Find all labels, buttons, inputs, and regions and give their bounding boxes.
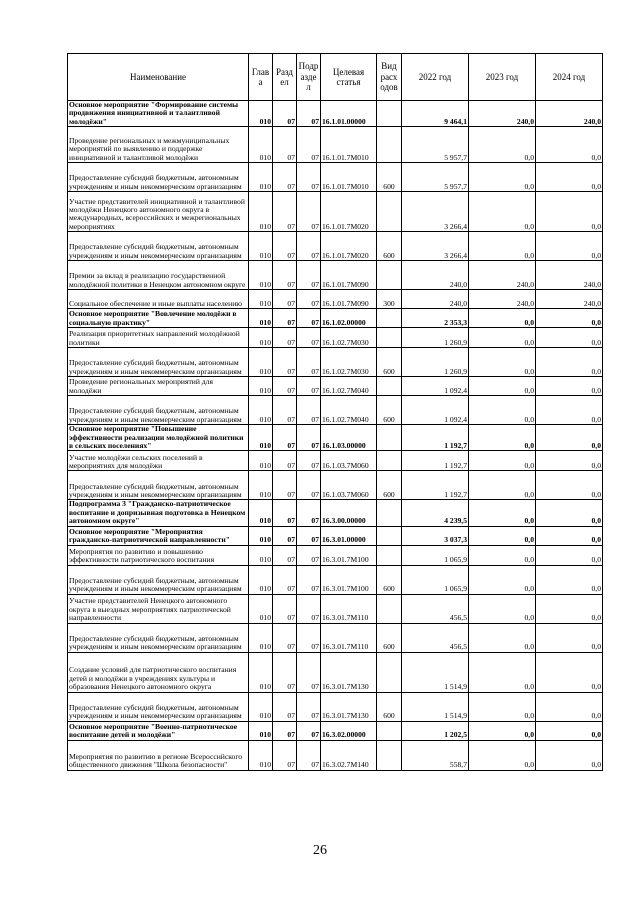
cell-razdel: 07 bbox=[273, 348, 297, 377]
table-body bbox=[68, 101, 603, 771]
cell-2024: 0,0 bbox=[536, 500, 603, 526]
cell-expense-type bbox=[377, 500, 402, 526]
cell-glava: 010 bbox=[249, 565, 273, 594]
cell-glava: 010 bbox=[249, 309, 273, 328]
cell-razdel: 07 bbox=[273, 721, 297, 740]
cell-razdel: 07 bbox=[273, 652, 297, 692]
cell-expense-type bbox=[377, 127, 402, 163]
cell-2022: 1 065,9 bbox=[402, 565, 469, 594]
header-name: Наименование bbox=[68, 54, 249, 101]
cell-expense-type bbox=[377, 740, 402, 770]
budget-table bbox=[67, 53, 603, 771]
header-razdel: Разд ел bbox=[273, 54, 297, 101]
cell-name: Реализация приоритетных направлений молодёжной политики bbox=[68, 328, 249, 348]
table-row bbox=[68, 101, 603, 127]
cell-expense-type: 600 bbox=[377, 471, 402, 500]
cell-2024: 240,0 bbox=[536, 290, 603, 309]
cell-2024: 0,0 bbox=[536, 451, 603, 471]
cell-2023: 0,0 bbox=[469, 594, 536, 623]
cell-glava: 010 bbox=[249, 652, 273, 692]
cell-target-article: 16.3.02.00000 bbox=[321, 721, 377, 740]
cell-razdel: 07 bbox=[273, 163, 297, 192]
cell-razdel: 07 bbox=[273, 425, 297, 451]
table-row bbox=[68, 232, 603, 261]
cell-glava: 010 bbox=[249, 425, 273, 451]
cell-2022: 1 065,9 bbox=[402, 545, 469, 565]
cell-2023: 0,0 bbox=[469, 500, 536, 526]
cell-2024: 0,0 bbox=[536, 396, 603, 425]
cell-2022: 1 092,4 bbox=[402, 377, 469, 396]
table-row bbox=[68, 348, 603, 377]
header-expense-type: Вид расх одов bbox=[377, 54, 402, 101]
cell-glava: 010 bbox=[249, 348, 273, 377]
cell-podrazdel: 07 bbox=[297, 127, 321, 163]
cell-2022: 1 260,9 bbox=[402, 348, 469, 377]
cell-2022: 3 037,3 bbox=[402, 526, 469, 545]
cell-target-article: 16.1.02.7М040 bbox=[321, 396, 377, 425]
cell-razdel: 07 bbox=[273, 623, 297, 652]
cell-target-article: 16.3.01.7М110 bbox=[321, 623, 377, 652]
cell-2024: 0,0 bbox=[536, 545, 603, 565]
cell-2023: 0,0 bbox=[469, 545, 536, 565]
cell-2022: 1 092,4 bbox=[402, 396, 469, 425]
cell-target-article: 16.1.01.7М090 bbox=[321, 261, 377, 290]
cell-podrazdel: 07 bbox=[297, 232, 321, 261]
cell-expense-type bbox=[377, 309, 402, 328]
cell-target-article: 16.1.02.7М030 bbox=[321, 348, 377, 377]
cell-2023: 240,0 bbox=[469, 290, 536, 309]
cell-2022: 456,5 bbox=[402, 594, 469, 623]
cell-podrazdel: 07 bbox=[297, 309, 321, 328]
cell-podrazdel: 07 bbox=[297, 425, 321, 451]
table-row bbox=[68, 127, 603, 163]
cell-2023: 0,0 bbox=[469, 425, 536, 451]
cell-name: Премии за вклад в реализацию государственной молодёжной политики в Ненецком автономном округе bbox=[68, 261, 249, 290]
cell-name: Создание условий для патриотического воспитания детей и молодёжи в учреждениях культуры и образования Ненецкого автономного округа bbox=[68, 652, 249, 692]
cell-name: Предоставление субсидий бюджетным, автономным учреждениям и иным некоммерческим организациям bbox=[68, 565, 249, 594]
table-row bbox=[68, 565, 603, 594]
cell-target-article: 16.3.01.7М130 bbox=[321, 652, 377, 692]
cell-podrazdel: 07 bbox=[297, 261, 321, 290]
cell-expense-type bbox=[377, 451, 402, 471]
header-glava: Глав а bbox=[249, 54, 273, 101]
cell-target-article: 16.1.01.7М090 bbox=[321, 290, 377, 309]
header-podrazdel: Подр азде л bbox=[297, 54, 321, 101]
cell-glava: 010 bbox=[249, 396, 273, 425]
cell-podrazdel: 07 bbox=[297, 192, 321, 232]
cell-2023: 240,0 bbox=[469, 101, 536, 127]
cell-expense-type bbox=[377, 526, 402, 545]
cell-2022: 2 353,3 bbox=[402, 309, 469, 328]
header-2022: 2022 год bbox=[402, 54, 469, 101]
cell-expense-type bbox=[377, 328, 402, 348]
cell-2024: 0,0 bbox=[536, 425, 603, 451]
table-row bbox=[68, 740, 603, 770]
cell-name: Предоставление субсидий бюджетным, автономным учреждениям и иным некоммерческим организациям bbox=[68, 163, 249, 192]
table-row bbox=[68, 500, 603, 526]
cell-expense-type bbox=[377, 545, 402, 565]
cell-2024: 0,0 bbox=[536, 163, 603, 192]
cell-glava: 010 bbox=[249, 232, 273, 261]
cell-glava: 010 bbox=[249, 594, 273, 623]
cell-expense-type: 600 bbox=[377, 396, 402, 425]
cell-target-article: 16.3.01.7М110 bbox=[321, 594, 377, 623]
table-row bbox=[68, 451, 603, 471]
cell-podrazdel: 07 bbox=[297, 526, 321, 545]
cell-expense-type bbox=[377, 652, 402, 692]
cell-name: Участие представителей инициативной и талантливой молодёжи Ненецкого автономного округа в международных, всероссийских и межрегиональных мероприятиях bbox=[68, 192, 249, 232]
cell-2022: 558,7 bbox=[402, 740, 469, 770]
cell-target-article: 16.1.01.00000 bbox=[321, 101, 377, 127]
table-row bbox=[68, 594, 603, 623]
cell-2023: 0,0 bbox=[469, 623, 536, 652]
cell-target-article: 16.1.03.00000 bbox=[321, 425, 377, 451]
cell-2022: 1 514,9 bbox=[402, 692, 469, 721]
cell-2023: 0,0 bbox=[469, 721, 536, 740]
table-row bbox=[68, 261, 603, 290]
cell-razdel: 07 bbox=[273, 232, 297, 261]
cell-2022: 5 957,7 bbox=[402, 127, 469, 163]
cell-2024: 0,0 bbox=[536, 232, 603, 261]
cell-2022: 3 266,4 bbox=[402, 192, 469, 232]
cell-razdel: 07 bbox=[273, 309, 297, 328]
cell-glava: 010 bbox=[249, 377, 273, 396]
cell-podrazdel: 07 bbox=[297, 652, 321, 692]
cell-2024: 0,0 bbox=[536, 565, 603, 594]
cell-name: Предоставление субсидий бюджетным, автономным учреждениям и иным некоммерческим организациям bbox=[68, 348, 249, 377]
cell-glava: 010 bbox=[249, 623, 273, 652]
cell-expense-type bbox=[377, 594, 402, 623]
table-row bbox=[68, 526, 603, 545]
cell-name: Основное мероприятие "Военно-патриотическое воспитание детей и молодёжи" bbox=[68, 721, 249, 740]
page-number: 26 bbox=[313, 843, 327, 858]
table-row bbox=[68, 192, 603, 232]
cell-name: Предоставление субсидий бюджетным, автономным учреждениям и иным некоммерческим организациям bbox=[68, 471, 249, 500]
cell-name: Основное мероприятие "Повышение эффективности реализации молодёжной политики в сельских поселениях" bbox=[68, 425, 249, 451]
cell-2023: 0,0 bbox=[469, 232, 536, 261]
cell-razdel: 07 bbox=[273, 192, 297, 232]
header-target-article: Целевая статья bbox=[321, 54, 377, 101]
cell-podrazdel: 07 bbox=[297, 471, 321, 500]
cell-razdel: 07 bbox=[273, 594, 297, 623]
table-row bbox=[68, 545, 603, 565]
cell-2024: 0,0 bbox=[536, 594, 603, 623]
cell-target-article: 16.3.01.7М130 bbox=[321, 692, 377, 721]
table-row bbox=[68, 396, 603, 425]
cell-podrazdel: 07 bbox=[297, 451, 321, 471]
cell-podrazdel: 07 bbox=[297, 377, 321, 396]
cell-podrazdel: 07 bbox=[297, 290, 321, 309]
cell-glava: 010 bbox=[249, 526, 273, 545]
cell-name: Участие молодёжи сельских поселений в мероприятиях для молодёжи bbox=[68, 451, 249, 471]
cell-expense-type: 600 bbox=[377, 232, 402, 261]
cell-razdel: 07 bbox=[273, 545, 297, 565]
cell-glava: 010 bbox=[249, 163, 273, 192]
cell-2023: 0,0 bbox=[469, 451, 536, 471]
cell-2022: 240,0 bbox=[402, 290, 469, 309]
cell-2023: 0,0 bbox=[469, 163, 536, 192]
cell-2023: 0,0 bbox=[469, 692, 536, 721]
cell-expense-type: 600 bbox=[377, 348, 402, 377]
cell-expense-type: 300 bbox=[377, 290, 402, 309]
cell-razdel: 07 bbox=[273, 101, 297, 127]
cell-name: Мероприятия по развитию и повышению эффективности патриотического воспитания bbox=[68, 545, 249, 565]
cell-name: Мероприятия по развитию в регионе Всероссийского общественного движения "Школа безопасности" bbox=[68, 740, 249, 770]
cell-target-article: 16.1.02.00000 bbox=[321, 309, 377, 328]
cell-2024: 0,0 bbox=[536, 377, 603, 396]
cell-podrazdel: 07 bbox=[297, 721, 321, 740]
cell-2024: 0,0 bbox=[536, 471, 603, 500]
cell-podrazdel: 07 bbox=[297, 545, 321, 565]
cell-expense-type bbox=[377, 261, 402, 290]
cell-2024: 0,0 bbox=[536, 328, 603, 348]
cell-glava: 010 bbox=[249, 740, 273, 770]
cell-2022: 1 192,7 bbox=[402, 425, 469, 451]
cell-2023: 0,0 bbox=[469, 377, 536, 396]
cell-name: Основное мероприятие "Мероприятия гражданско-патриотической направленности" bbox=[68, 526, 249, 545]
cell-razdel: 07 bbox=[273, 396, 297, 425]
header-2024: 2024 год bbox=[536, 54, 603, 101]
cell-name: Проведение региональных мероприятий для молодёжи bbox=[68, 377, 249, 396]
cell-target-article: 16.3.01.7М100 bbox=[321, 545, 377, 565]
cell-razdel: 07 bbox=[273, 500, 297, 526]
cell-2024: 0,0 bbox=[536, 740, 603, 770]
table-row bbox=[68, 623, 603, 652]
cell-expense-type bbox=[377, 377, 402, 396]
table-row bbox=[68, 425, 603, 451]
cell-name: Подпрограмма 3 "Гражданско-патриотическое воспитание и допризывная подготовка в Ненецком автономном округе" bbox=[68, 500, 249, 526]
cell-2024: 0,0 bbox=[536, 692, 603, 721]
cell-2024: 0,0 bbox=[536, 309, 603, 328]
cell-glava: 010 bbox=[249, 692, 273, 721]
cell-2022: 1 202,5 bbox=[402, 721, 469, 740]
cell-2023: 0,0 bbox=[469, 396, 536, 425]
cell-2024: 240,0 bbox=[536, 101, 603, 127]
cell-glava: 010 bbox=[249, 290, 273, 309]
header-2023: 2023 год bbox=[469, 54, 536, 101]
cell-2024: 0,0 bbox=[536, 192, 603, 232]
cell-podrazdel: 07 bbox=[297, 692, 321, 721]
cell-2022: 1 192,7 bbox=[402, 451, 469, 471]
cell-2022: 3 266,4 bbox=[402, 232, 469, 261]
cell-name: Проведение региональных и межмуниципальных мероприятий по выявлению и поддержке инициативной и талантливой молодёжи bbox=[68, 127, 249, 163]
cell-expense-type bbox=[377, 425, 402, 451]
cell-2022: 5 957,7 bbox=[402, 163, 469, 192]
cell-podrazdel: 07 bbox=[297, 594, 321, 623]
cell-name: Участие представителей Ненецкого автономного округа в выездных мероприятиях патриотической направленности bbox=[68, 594, 249, 623]
cell-2023: 0,0 bbox=[469, 127, 536, 163]
cell-glava: 010 bbox=[249, 500, 273, 526]
cell-target-article: 16.1.01.7М010 bbox=[321, 127, 377, 163]
cell-podrazdel: 07 bbox=[297, 101, 321, 127]
cell-expense-type: 600 bbox=[377, 565, 402, 594]
cell-podrazdel: 07 bbox=[297, 396, 321, 425]
table-row bbox=[68, 290, 603, 309]
cell-razdel: 07 bbox=[273, 740, 297, 770]
cell-target-article: 16.1.02.7М030 bbox=[321, 328, 377, 348]
cell-2024: 240,0 bbox=[536, 261, 603, 290]
cell-target-article: 16.1.01.7М020 bbox=[321, 192, 377, 232]
cell-target-article: 16.3.02.7М140 bbox=[321, 740, 377, 770]
cell-podrazdel: 07 bbox=[297, 565, 321, 594]
cell-glava: 010 bbox=[249, 328, 273, 348]
table-row bbox=[68, 652, 603, 692]
cell-2023: 0,0 bbox=[469, 565, 536, 594]
cell-2023: 240,0 bbox=[469, 261, 536, 290]
cell-2022: 9 464,1 bbox=[402, 101, 469, 127]
cell-razdel: 07 bbox=[273, 471, 297, 500]
cell-2022: 1 192,7 bbox=[402, 471, 469, 500]
cell-expense-type bbox=[377, 721, 402, 740]
cell-podrazdel: 07 bbox=[297, 348, 321, 377]
cell-2024: 0,0 bbox=[536, 721, 603, 740]
cell-expense-type bbox=[377, 101, 402, 127]
cell-glava: 010 bbox=[249, 127, 273, 163]
cell-expense-type: 600 bbox=[377, 692, 402, 721]
header-row bbox=[68, 54, 603, 101]
cell-2023: 0,0 bbox=[469, 652, 536, 692]
cell-target-article: 16.1.01.7М020 bbox=[321, 232, 377, 261]
cell-razdel: 07 bbox=[273, 692, 297, 721]
cell-razdel: 07 bbox=[273, 328, 297, 348]
cell-glava: 010 bbox=[249, 192, 273, 232]
cell-podrazdel: 07 bbox=[297, 740, 321, 770]
cell-name: Социальное обеспечение и иные выплаты населению bbox=[68, 290, 249, 309]
cell-2023: 0,0 bbox=[469, 471, 536, 500]
cell-target-article: 16.3.01.00000 bbox=[321, 526, 377, 545]
cell-2024: 0,0 bbox=[536, 127, 603, 163]
cell-name: Основное мероприятие "Формирование системы продвижения инициативной и талантливой молодёжи" bbox=[68, 101, 249, 127]
cell-2024: 0,0 bbox=[536, 348, 603, 377]
cell-2023: 0,0 bbox=[469, 192, 536, 232]
table-row bbox=[68, 721, 603, 740]
cell-name: Основное мероприятие "Вовлечение молодёжи в социальную практику" bbox=[68, 309, 249, 328]
cell-2022: 1 514,9 bbox=[402, 652, 469, 692]
cell-2024: 0,0 bbox=[536, 652, 603, 692]
cell-expense-type: 600 bbox=[377, 163, 402, 192]
cell-2024: 0,0 bbox=[536, 526, 603, 545]
cell-2023: 0,0 bbox=[469, 526, 536, 545]
cell-expense-type: 600 bbox=[377, 623, 402, 652]
cell-2023: 0,0 bbox=[469, 348, 536, 377]
cell-podrazdel: 07 bbox=[297, 500, 321, 526]
cell-target-article: 16.3.00.00000 bbox=[321, 500, 377, 526]
cell-2022: 240,0 bbox=[402, 261, 469, 290]
cell-razdel: 07 bbox=[273, 127, 297, 163]
cell-razdel: 07 bbox=[273, 290, 297, 309]
table-row bbox=[68, 309, 603, 328]
cell-target-article: 16.1.03.7М060 bbox=[321, 451, 377, 471]
cell-glava: 010 bbox=[249, 471, 273, 500]
table-row bbox=[68, 163, 603, 192]
cell-razdel: 07 bbox=[273, 565, 297, 594]
cell-podrazdel: 07 bbox=[297, 623, 321, 652]
cell-expense-type bbox=[377, 192, 402, 232]
cell-name: Предоставление субсидий бюджетным, автономным учреждениям и иным некоммерческим организациям bbox=[68, 232, 249, 261]
cell-2023: 0,0 bbox=[469, 328, 536, 348]
cell-target-article: 16.1.03.7М060 bbox=[321, 471, 377, 500]
cell-target-article: 16.1.02.7М040 bbox=[321, 377, 377, 396]
cell-2022: 1 260,9 bbox=[402, 328, 469, 348]
cell-glava: 010 bbox=[249, 451, 273, 471]
cell-razdel: 07 bbox=[273, 261, 297, 290]
cell-glava: 010 bbox=[249, 101, 273, 127]
table-row bbox=[68, 471, 603, 500]
cell-glava: 010 bbox=[249, 721, 273, 740]
cell-2024: 0,0 bbox=[536, 623, 603, 652]
cell-podrazdel: 07 bbox=[297, 328, 321, 348]
cell-razdel: 07 bbox=[273, 451, 297, 471]
cell-name: Предоставление субсидий бюджетным, автономным учреждениям и иным некоммерческим организациям bbox=[68, 692, 249, 721]
cell-target-article: 16.3.01.7М100 bbox=[321, 565, 377, 594]
cell-glava: 010 bbox=[249, 545, 273, 565]
cell-name: Предоставление субсидий бюджетным, автономным учреждениям и иным некоммерческим организациям bbox=[68, 396, 249, 425]
cell-2022: 4 239,5 bbox=[402, 500, 469, 526]
cell-name: Предоставление субсидий бюджетным, автономным учреждениям и иным некоммерческим организациям bbox=[68, 623, 249, 652]
cell-razdel: 07 bbox=[273, 526, 297, 545]
table-row bbox=[68, 328, 603, 348]
cell-target-article: 16.1.01.7М010 bbox=[321, 163, 377, 192]
table-row bbox=[68, 692, 603, 721]
cell-razdel: 07 bbox=[273, 377, 297, 396]
cell-glava: 010 bbox=[249, 261, 273, 290]
cell-2023: 0,0 bbox=[469, 309, 536, 328]
table-row bbox=[68, 377, 603, 396]
cell-2022: 456,5 bbox=[402, 623, 469, 652]
cell-2023: 0,0 bbox=[469, 740, 536, 770]
cell-podrazdel: 07 bbox=[297, 163, 321, 192]
